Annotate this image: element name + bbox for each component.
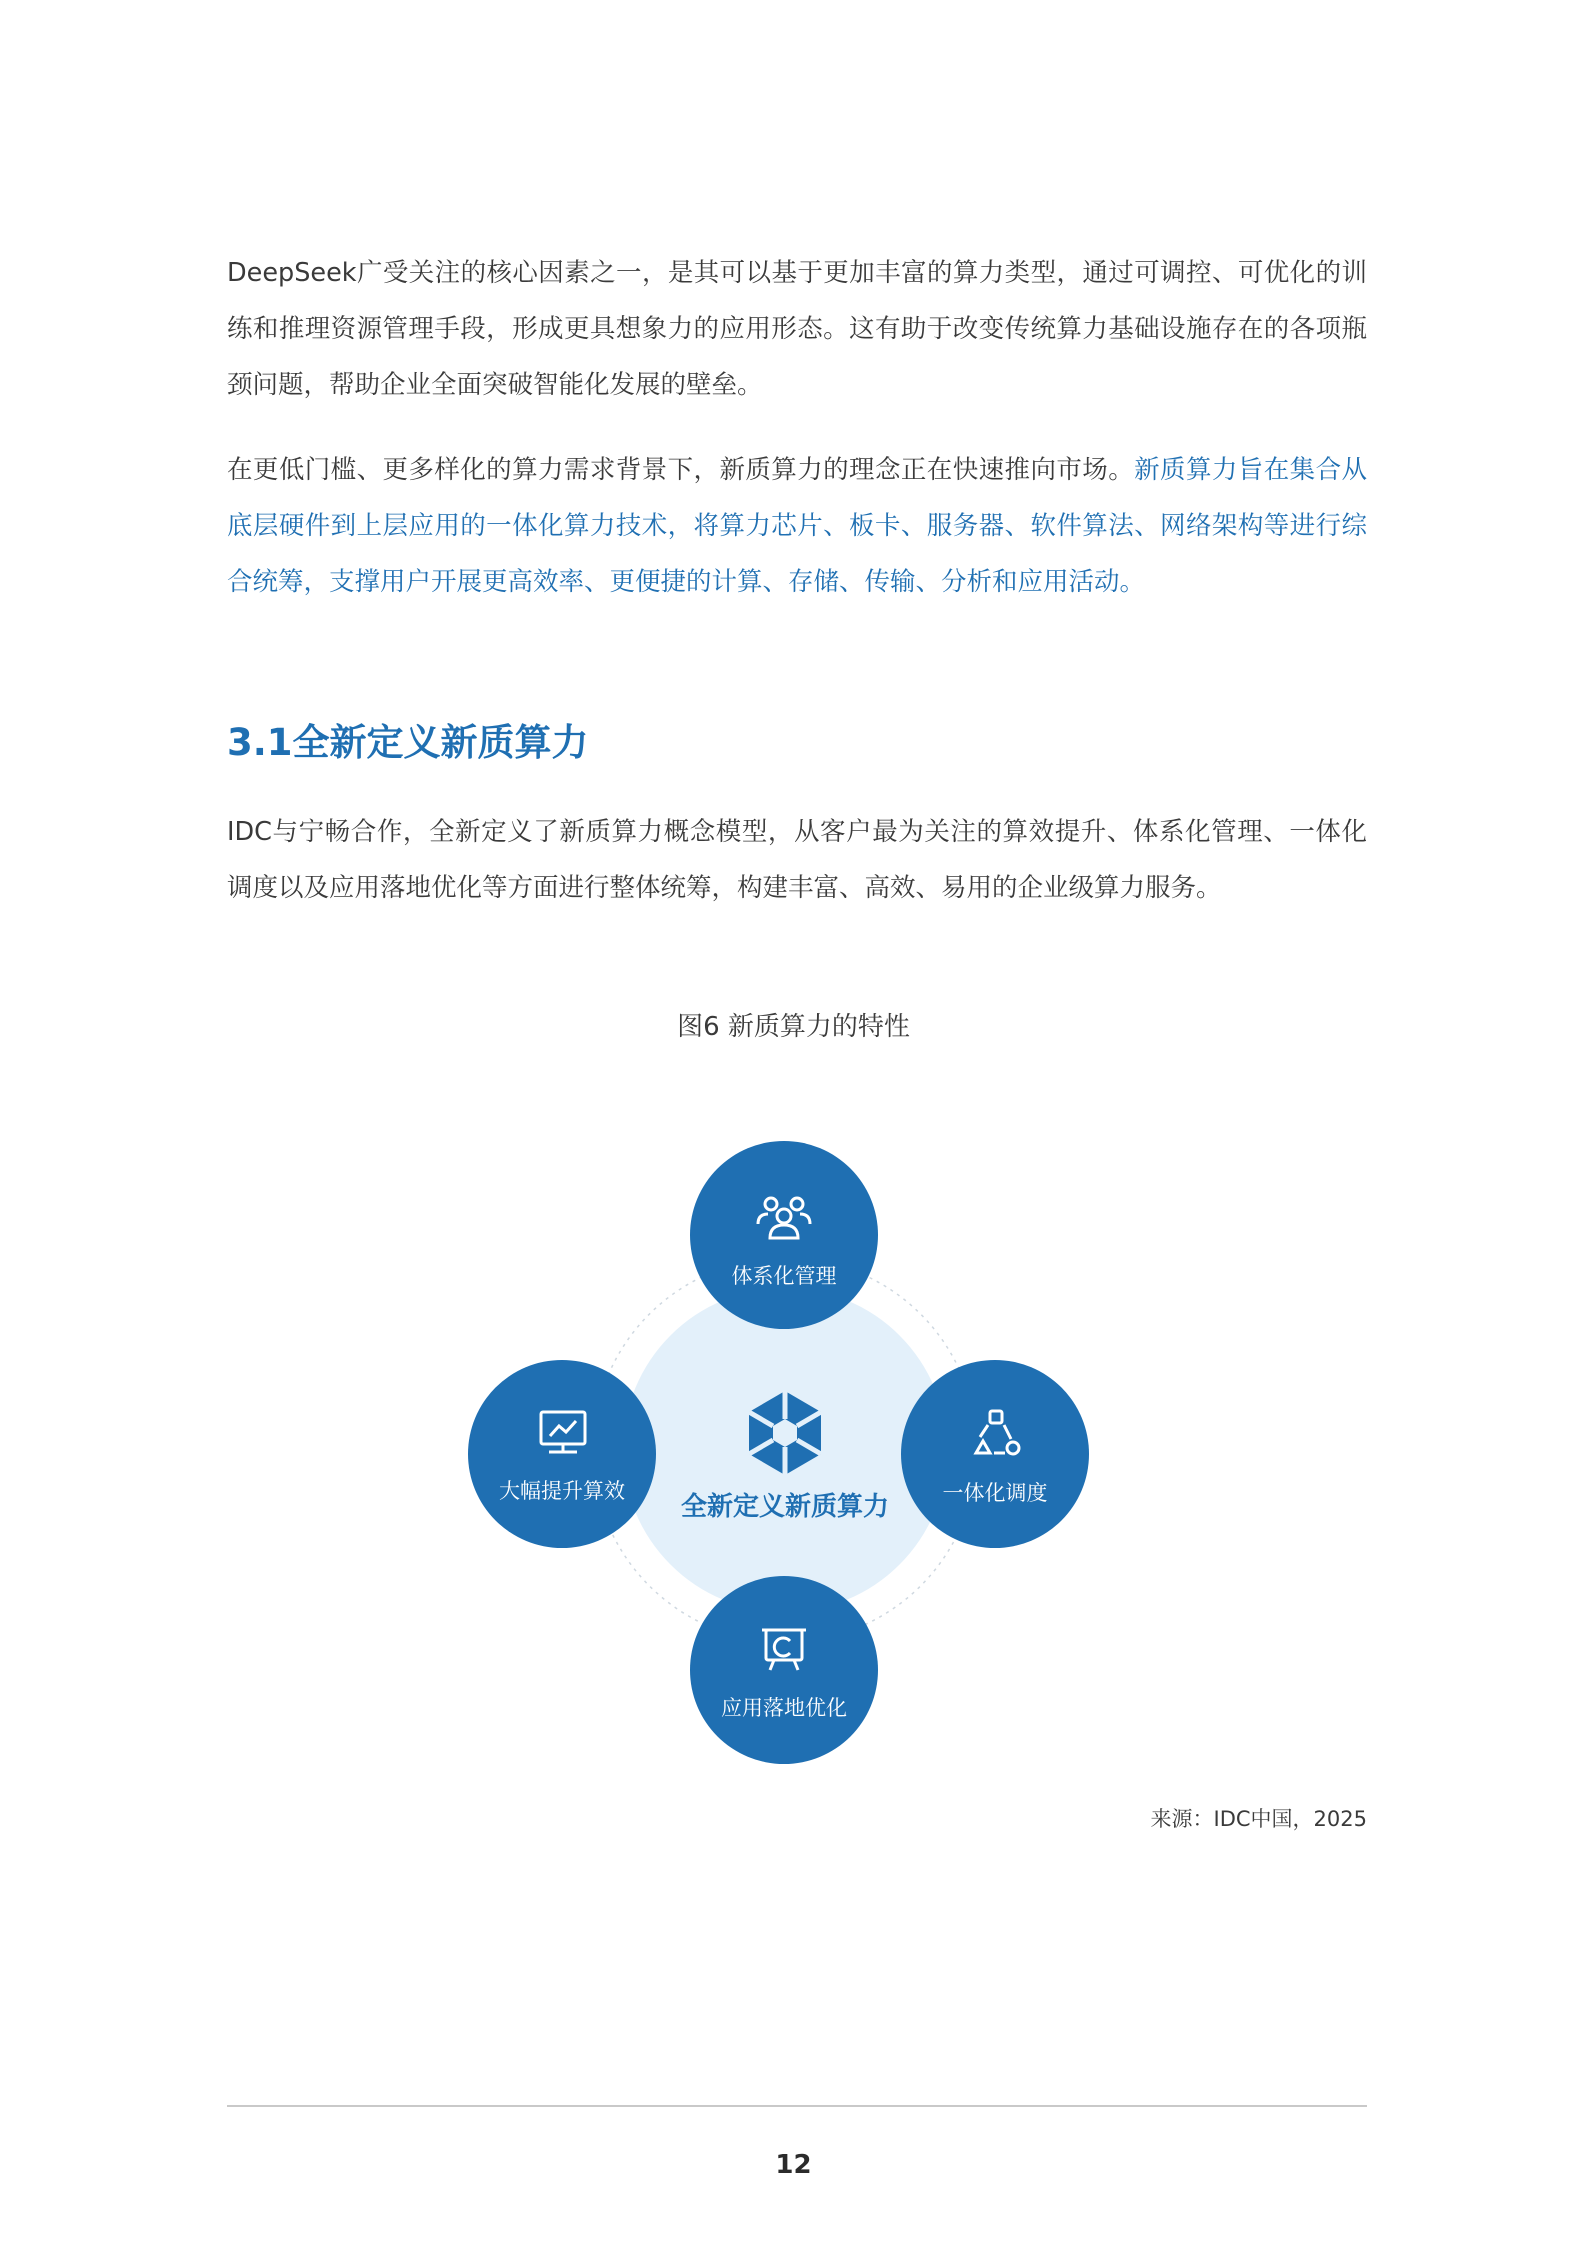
node-bottom-label: 应用落地优化 xyxy=(721,1696,847,1720)
source-note: 来源：IDC中国，2025 xyxy=(1150,1807,1367,1831)
node-top-label: 体系化管理 xyxy=(731,1264,837,1288)
section-heading: 3.1全新定义新质算力 xyxy=(227,721,589,764)
page-number: 12 xyxy=(775,2150,812,2180)
definition-paragraph: IDC与宁畅合作，全新定义了新质算力概念模型，从客户最为关注的算效提升、体系化管理、一体化调度以及应用落地优化等方面进行整体统筹，构建丰富、高效、易用的企业级算力服务。 xyxy=(227,817,1367,903)
intro-paragraph: DeepSeek广受关注的核心因素之一，是其可以基于更加丰富的算力类型，通过可调控、可优化的训练和推理资源管理手段，形成更具想象力的应用形态。这有助于改变传统算力基础设施存在的各项瓶颈问题，帮助企业全面突破智能化发展的壁垒。 xyxy=(227,258,1367,400)
node-right xyxy=(901,1360,1089,1548)
node-left-label: 大幅提升算效 xyxy=(499,1479,625,1503)
node-left xyxy=(468,1360,656,1548)
concept-paragraph-normal: 在更低门槛、更多样化的算力需求背景下，新质算力的理念正在快速推向市场。 xyxy=(227,455,1135,485)
concept-paragraph-highlight: 新质算力旨在集合从底层硬件到上层应用的一体化算力技术，将算力芯片、板卡、服务器、软件算法、网络架构等进行综合统筹，支撑用户开展更高效率、更便捷的计算、存储、传输、分析和应用活动。 xyxy=(227,455,1367,597)
footer-divider xyxy=(227,2105,1367,2107)
node-right-label: 一体化调度 xyxy=(942,1481,1048,1505)
concept-paragraph xyxy=(227,442,1367,610)
figure-title: 图6 新质算力的特性 xyxy=(677,1012,910,1042)
feature-diagram xyxy=(460,1140,1120,1780)
center-label: 全新定义新质算力 xyxy=(680,1492,890,1522)
node-bottom xyxy=(690,1576,878,1764)
node-top xyxy=(690,1141,878,1329)
